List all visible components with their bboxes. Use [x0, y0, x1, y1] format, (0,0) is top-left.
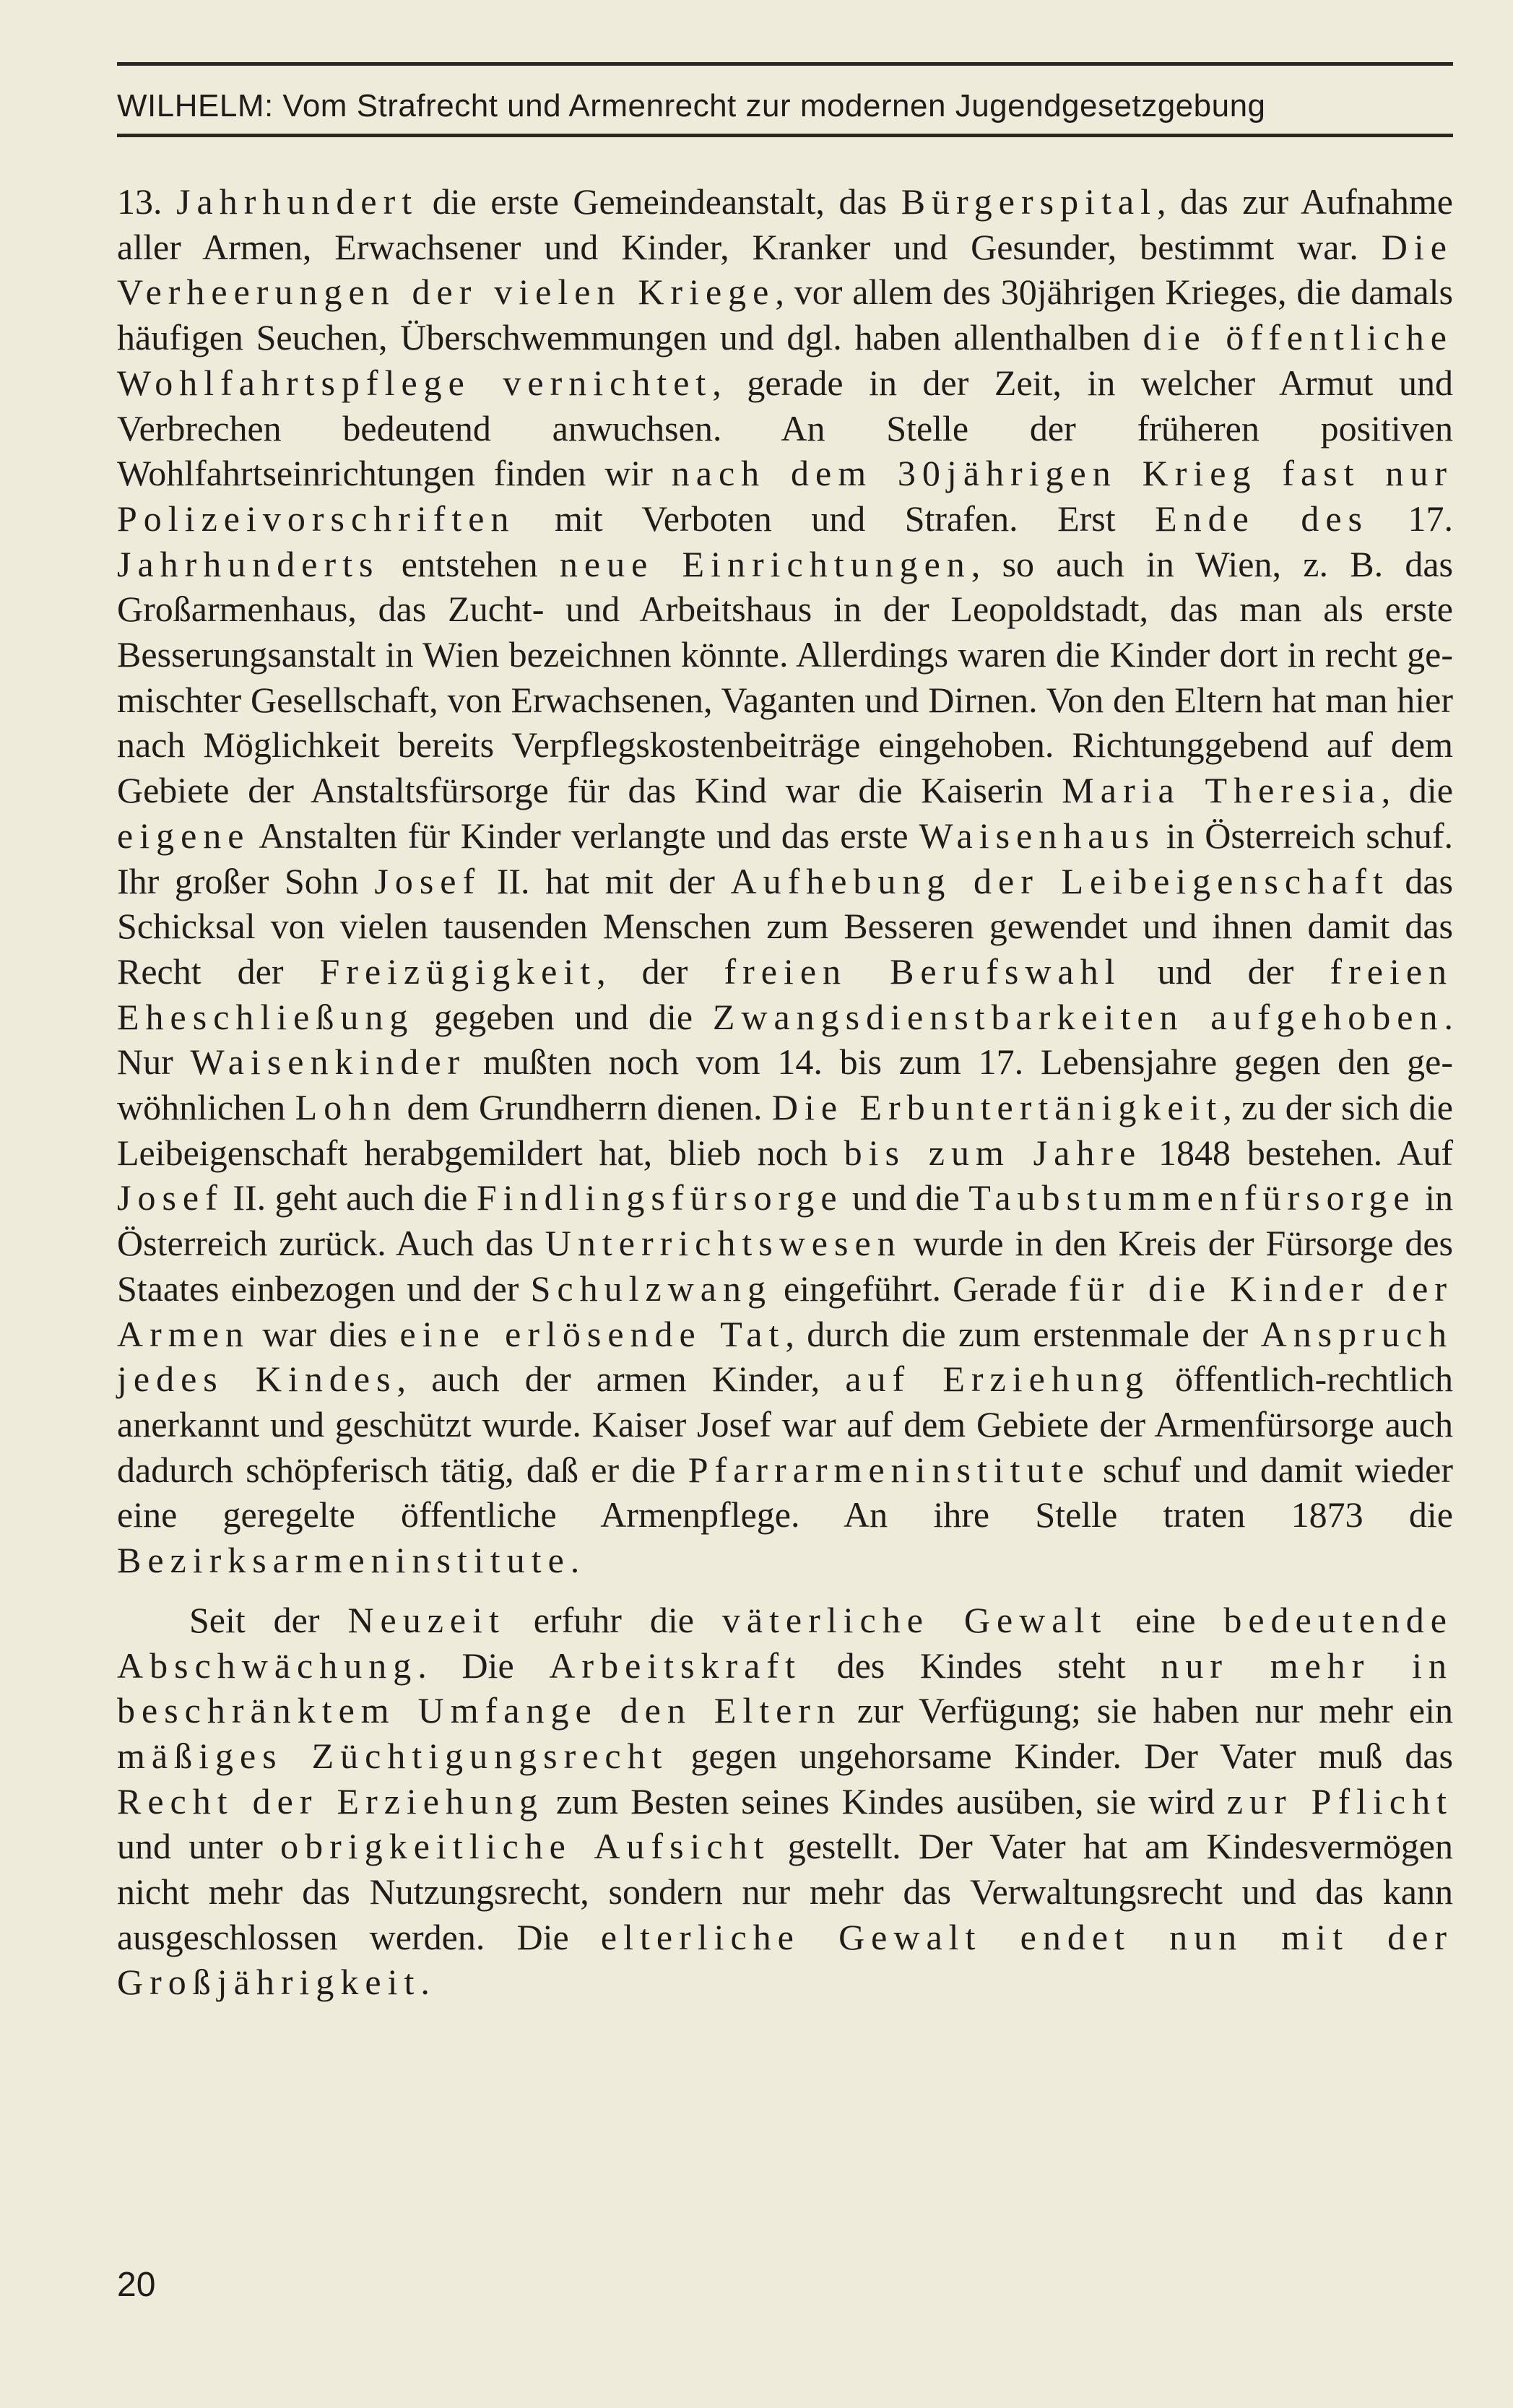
- text-run: zur Verfügung; sie haben nur mehr ein: [841, 1690, 1453, 1731]
- text-run: Anstalten für Kinder verlangte und das erste: [250, 815, 919, 856]
- text-run: war dies: [249, 1313, 400, 1354]
- emphasized-text: Zwangsdienstbarkeiten aufgehoben: [712, 996, 1444, 1037]
- text-run: , das zur Aufnahme aller Armen, Erwachsener und Kinder, Kranker und Gesunder, bestimmt war.: [117, 181, 1454, 267]
- emphasized-text: eine erlösende Tat: [399, 1313, 786, 1354]
- text-run: 1848 bestehen. Auf: [1142, 1132, 1453, 1173]
- emphasized-text: obrigkeitliche Aufsicht: [280, 1826, 771, 1867]
- paragraph-2: [117, 1598, 1453, 2005]
- emphasized-text: Schulzwang: [530, 1268, 772, 1309]
- emphasized-text: Anspruch jedes Kindes: [117, 1313, 1453, 1400]
- emphasized-text: eigene: [117, 815, 251, 856]
- text-run: . Die: [417, 1645, 550, 1686]
- page-number: 20: [117, 2266, 156, 2304]
- emphasized-text: Die Erbuntertänigkeit: [771, 1087, 1223, 1128]
- text-run: in Österreich zurück. Auch das: [117, 1177, 1453, 1264]
- emphasized-text: freien Eheschließung: [117, 950, 1454, 1037]
- emphasized-text: Maria Theresia: [1062, 770, 1382, 811]
- text-run: eingeführt. Gerade: [771, 1268, 1069, 1309]
- emphasized-text: Ende des: [1155, 498, 1369, 539]
- text-run: und unter: [117, 1826, 281, 1867]
- emphasized-text: bis zum Jahre: [844, 1132, 1143, 1173]
- text-run: mußten noch vom 14. bis zum 17. Lebensjahre gegen den gewöhnlichen: [117, 1041, 1453, 1128]
- text-run: 13.: [117, 181, 177, 222]
- emphasized-text: freien Berufswahl: [724, 950, 1122, 992]
- emphasized-text: Recht der Erziehung: [117, 1780, 544, 1822]
- emphasized-text: Findlingsfürsorge: [476, 1177, 844, 1218]
- text-run: , durch die zum erstenmale der: [785, 1313, 1261, 1354]
- emphasized-text: Arbeitskraft: [549, 1645, 802, 1686]
- emphasized-text: Taubstummenfürsorge: [968, 1177, 1416, 1218]
- text-run: . Nur: [117, 996, 1453, 1083]
- text-run: Seit der: [189, 1599, 348, 1640]
- emphasized-text: Josef: [374, 860, 482, 901]
- text-run: erfuhr die: [505, 1599, 722, 1640]
- emphasized-text: elterliche Gewalt endet nun mit der Großjährigkeit: [117, 1916, 1453, 2003]
- emphasized-text: mäßiges Züchtigungsrecht: [117, 1735, 669, 1776]
- text-run: und die: [843, 1177, 969, 1218]
- text-run: öffentlich-rechtlich anerkannt und geschützt wurde. Kaiser Josef war auf dem Gebiete der Armenfürsorge auch dadurch schöpferisch tätig, daß er die: [117, 1359, 1453, 1490]
- text-run: , so auch in Wien, z. B. das Großarmenhaus, das Zucht- und Arbeitshaus in der Leopoldstadt, das man als erste Besserungsanstalt in Wien bezeichnen könnte. Allerdings waren die Kinder dort in recht gemischter Gesellschaft, von Erwachsenen, Vaganten und Dirnen. Von den Eltern hat man hier nach Möglichkeit bereits Verpflegskostenbeiträge eingehoben. Richtunggebend auf dem Gebiete der Anstaltsfürsorge für das Kind war die Kaiserin: [117, 543, 1453, 811]
- text-run: schuf und damit wieder eine geregelte öffentliche Armenpflege. An ihre Stelle traten 1873 die: [117, 1449, 1453, 1536]
- emphasized-text: Unterrichtswesen: [545, 1223, 902, 1264]
- text-run: , gerade in der Zeit, in welcher Armut und Verbrechen bedeutend anwuchsen. An Stelle der früheren positiven Wohlfahrtseinrichtungen finden wir: [117, 362, 1453, 494]
- text-run: 17.: [1369, 498, 1453, 539]
- book-page: [117, 62, 1453, 2388]
- emphasized-text: Freizügigkeit: [319, 950, 597, 992]
- text-run: , vor allem des 30jährigen Krieges, die damals häufigen Seuchen, Überschwemmungen und dgl. haben allenthalben: [117, 272, 1453, 358]
- text-run: des Kindes steht: [801, 1645, 1161, 1686]
- running-title: WILHELM: Vom Strafrecht und Armenrecht zur modernen Jugendgesetzgebung: [117, 88, 1266, 124]
- text-run: II. geht auch die: [223, 1177, 477, 1218]
- emphasized-text: Jahrhundert: [176, 181, 419, 222]
- emphasized-text: Josef: [117, 1177, 224, 1218]
- text-run: gegeben und die: [414, 996, 713, 1037]
- text-run: gestellt. Der Vater hat am Kindesvermögen nicht mehr das Nutzungsrecht, sondern nur mehr das Verwaltungsrecht und das kann ausgeschlossen werden. Die: [117, 1826, 1454, 1957]
- body-text: [117, 179, 1453, 2005]
- emphasized-text: neue Einrichtungen: [559, 543, 971, 584]
- text-run: zum Besten seines Kindes ausüben, sie wird: [544, 1780, 1227, 1822]
- text-run: in Österreich schuf. Ihr großer Sohn: [117, 815, 1453, 901]
- emphasized-text: zur Pflicht: [1226, 1780, 1453, 1822]
- emphasized-text: Waisenhaus: [919, 815, 1156, 856]
- emphasized-text: bedeutende Abschwächung: [117, 1599, 1453, 1686]
- emphasized-text: nur mehr in beschränktem Umfange den Eltern: [117, 1645, 1453, 1731]
- emphasized-text: Die Verheerungen der vielen Kriege: [117, 226, 1453, 313]
- emphasized-text: die öffentliche Wohlfahrtspflege vernichtet: [117, 317, 1453, 403]
- text-run: , auch der armen Kinder,: [396, 1359, 846, 1400]
- text-run: eine: [1107, 1599, 1224, 1640]
- emphasized-text: Jahrhunderts: [117, 543, 380, 584]
- running-header: [117, 62, 1453, 137]
- emphasized-text: auf Erziehung: [845, 1359, 1150, 1400]
- emphasized-text: Neuzeit: [347, 1599, 506, 1640]
- text-run: die erste Gemeindeanstalt, das: [418, 181, 901, 222]
- emphasized-text: väterliche Gewalt: [721, 1599, 1108, 1640]
- text-run: , die: [1381, 770, 1453, 811]
- emphasized-text: Bezirksarmeninstitute: [117, 1540, 571, 1581]
- text-run: , zu der sich die Leibeigenschaft herabgemildert hat, blieb noch: [117, 1087, 1453, 1173]
- emphasized-text: für die Kinder der Armen: [117, 1268, 1453, 1354]
- emphasized-text: Bürgerspital: [901, 181, 1157, 222]
- emphasized-text: Waisenkinder: [190, 1041, 467, 1083]
- text-run: .: [570, 1540, 580, 1581]
- text-run: wurde in den Kreis der Fürsorge des Staates einbezogen und der: [117, 1223, 1453, 1309]
- text-run: , der: [597, 950, 724, 992]
- text-run: mit Verboten und Strafen. Erst: [515, 498, 1156, 539]
- emphasized-text: Pfarrarmeninstitute: [688, 1449, 1091, 1490]
- emphasized-text: Aufhebung der Leibeigenschaft: [730, 860, 1390, 901]
- text-run: II. hat mit der: [481, 860, 731, 901]
- text-run: entstehen: [379, 543, 560, 584]
- text-run: das Schicksal von vielen tausenden Menschen zum Besseren gewendet und ihnen damit das Recht der: [117, 860, 1453, 992]
- emphasized-text: Lohn: [295, 1087, 398, 1128]
- text-run: und der: [1121, 950, 1330, 992]
- text-run: dem Grundherrn dienen.: [397, 1087, 772, 1128]
- emphasized-text: nach dem 30jährigen Krieg fast nur Polizeivorschriften: [117, 453, 1453, 539]
- text-run: .: [420, 1962, 430, 2003]
- paragraph-1: [117, 179, 1453, 1583]
- text-run: gegen ungehorsame Kinder. Der Vater muß das: [668, 1735, 1453, 1776]
